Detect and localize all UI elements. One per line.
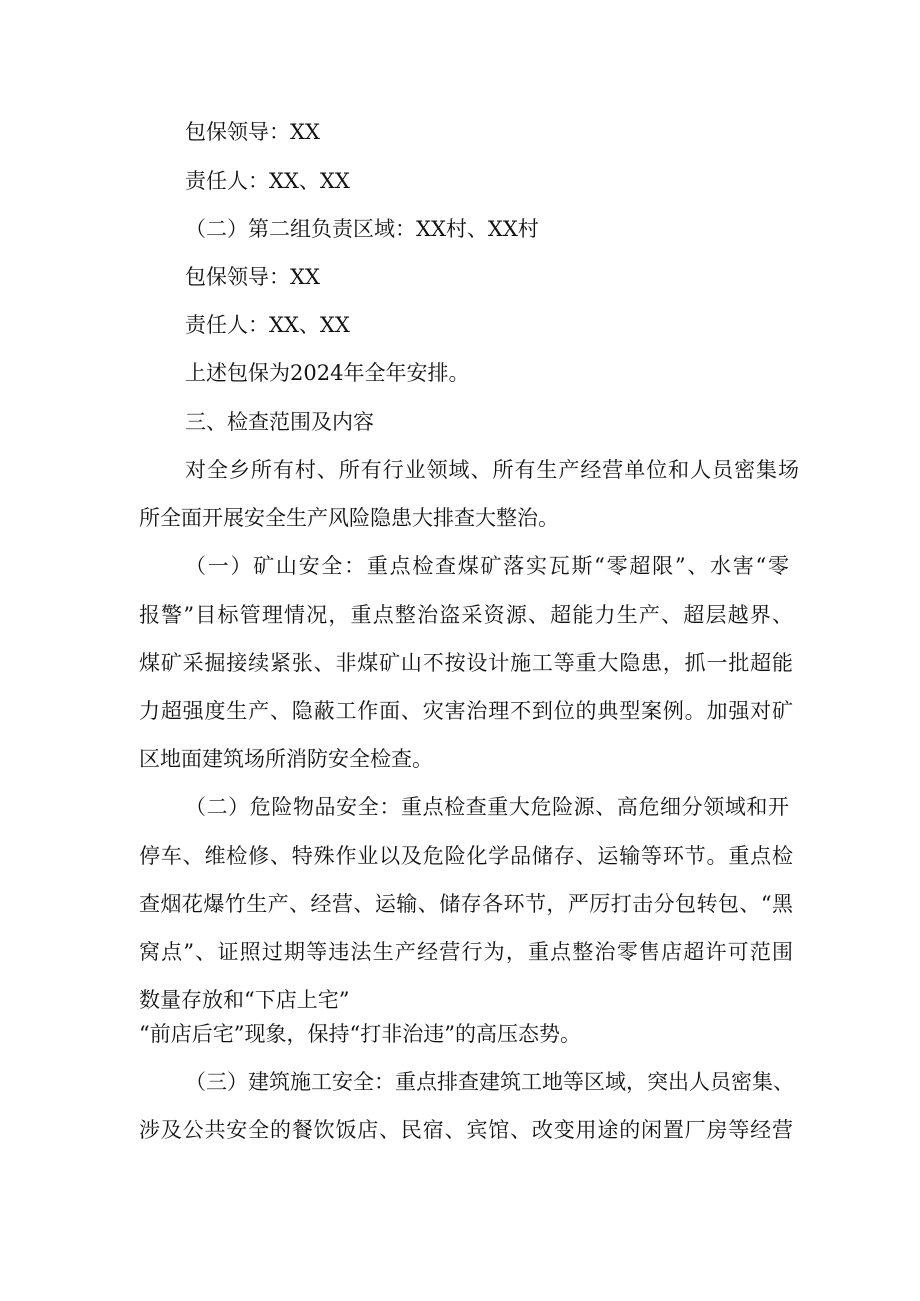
paragraph-line: 查烟花爆竹生产、经营、运输、储存各环节，严厉打击分包转包、“黑 [139, 892, 793, 916]
paragraph-line: 窝点”、证照过期等违法生产经营行为，重点整治零售店超许可范围 [139, 940, 793, 964]
paragraph-line: 报警”目标管理情况，重点整治盗采资源、超能力生产、超层越界、 [139, 603, 793, 627]
paragraph-line: 煤矿采掘接续紧张、非煤矿山不按设计施工等重大隐患，抓一批超能 [139, 651, 793, 675]
paragraph-line: 所全面开展安全生产风险隐患大排查大整治。 [139, 506, 559, 530]
section-heading: 三、检查范围及内容 [185, 410, 374, 434]
paragraph-line: 区地面建筑场所消防安全检查。 [139, 747, 433, 771]
text-line: 包保领导：XX [185, 120, 320, 144]
text-line: 责任人：XX、XX [185, 313, 350, 337]
paragraph-line: 数量存放和“下店上宅” [139, 988, 350, 1012]
text-line: 包保领导：XX [185, 265, 320, 289]
paragraph-line: （一）矿山安全：重点检查煤矿落实瓦斯“零超限”、水害“零 [185, 554, 789, 578]
text-line: 上述包保为2024年全年安排。 [185, 361, 470, 385]
paragraph-line: 停车、维检修、特殊作业以及危险化学品储存、运输等环节。重点检 [139, 844, 793, 868]
paragraph-line: 涉及公共安全的餐饮饭店、民宿、宾馆、改变用途的闲置厂房等经营 [139, 1118, 793, 1142]
paragraph-line: “前店后宅”现象，保持“打非治违”的高压态势。 [139, 1022, 581, 1046]
paragraph-line: （二）危险物品安全：重点检查重大危险源、高危细分领域和开 [185, 795, 789, 819]
paragraph-line: 对全乡所有村、所有行业领域、所有生产经营单位和人员密集场 [185, 458, 799, 482]
paragraph-line: （三）建筑施工安全：重点排查建筑工地等区域，突出人员密集、 [185, 1070, 794, 1094]
text-line: 责任人：XX、XX [185, 169, 350, 193]
section-heading: （二）第二组负责区域：XX村、XX村 [185, 217, 539, 241]
paragraph-line: 力超强度生产、隐蔽工作面、灾害治理不到位的典型案例。加强对矿 [139, 699, 793, 723]
